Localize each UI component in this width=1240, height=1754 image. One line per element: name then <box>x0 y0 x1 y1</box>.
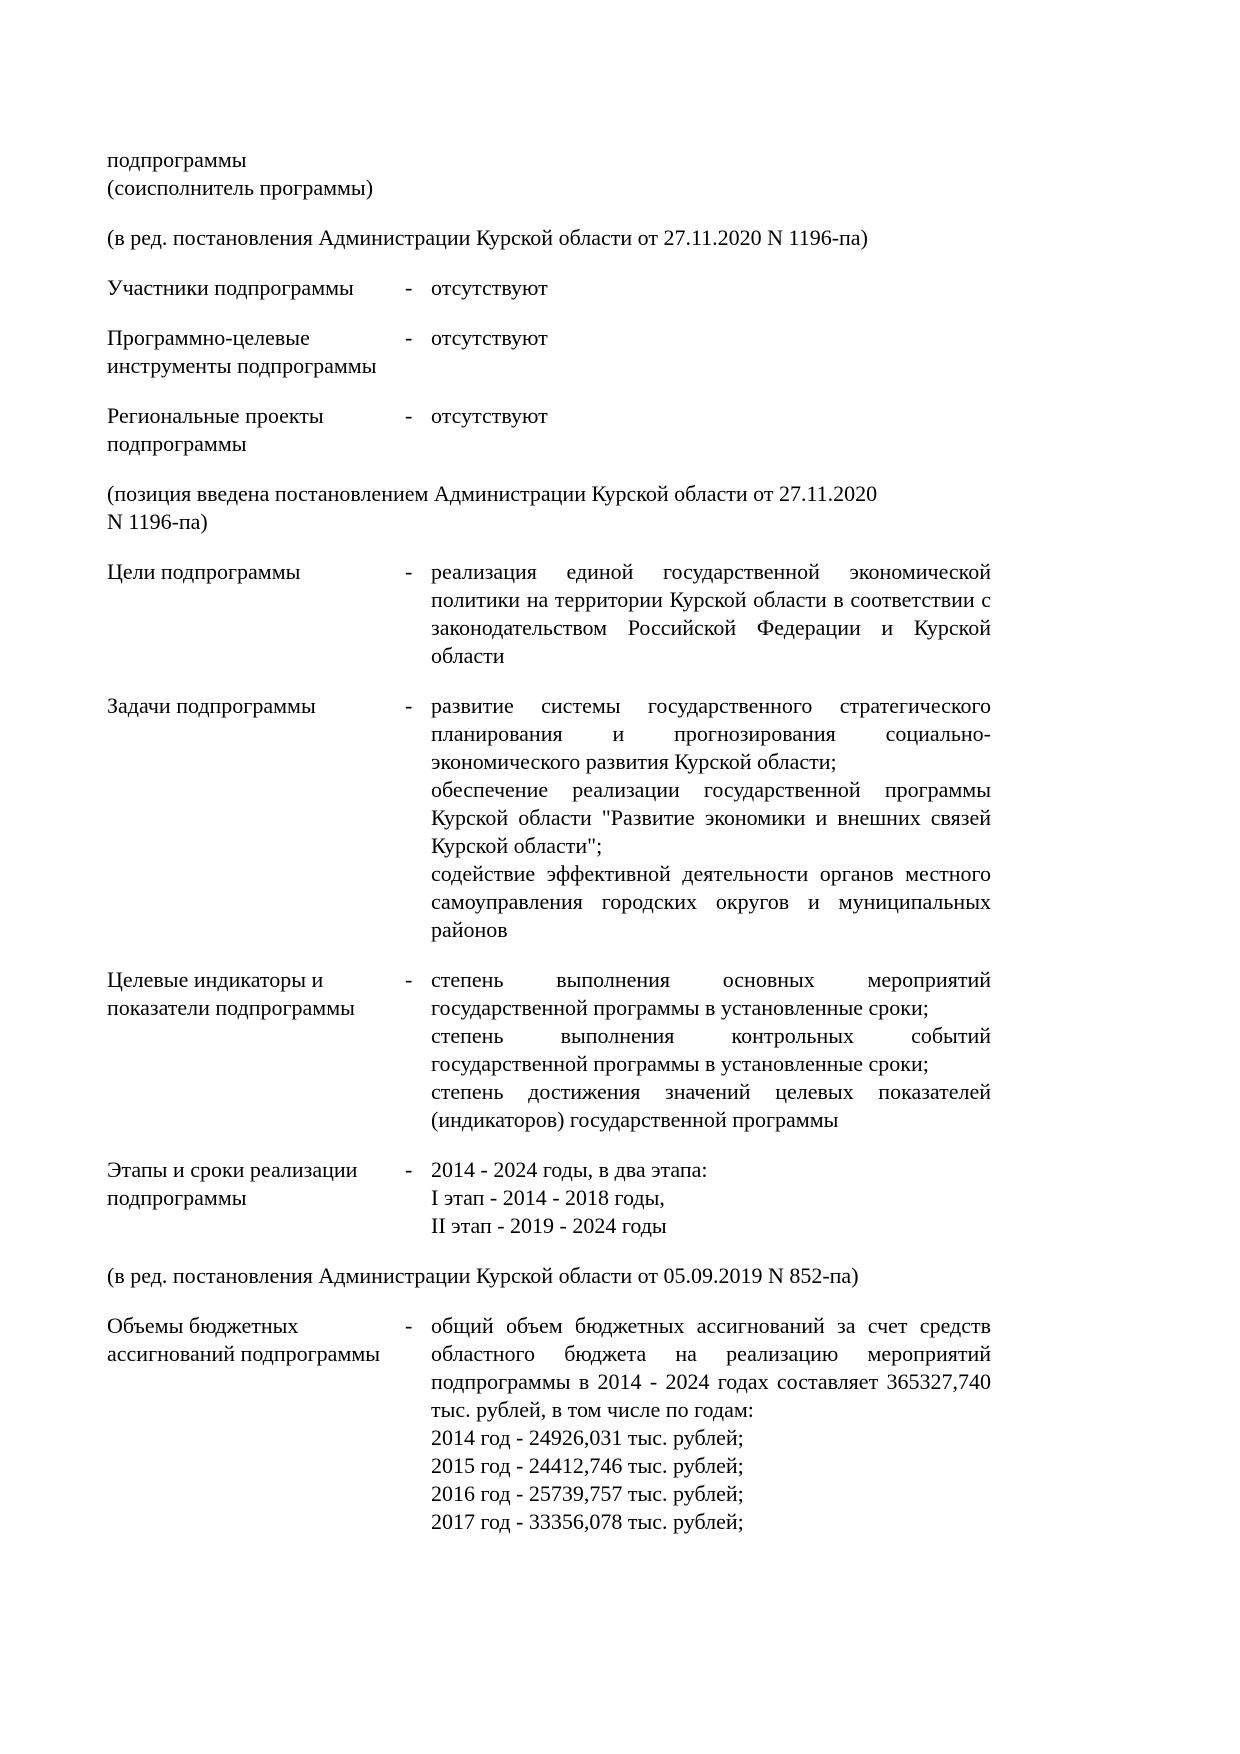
field-label: Участники подпрограммы <box>107 275 354 300</box>
field-row <box>107 1312 991 1536</box>
field-value-paragraph: развитие системы государственного стратегического планирования и прогнозирования социально-экономического развития Курской области; <box>431 693 991 774</box>
field-value <box>431 1312 991 1536</box>
field-row <box>107 692 991 944</box>
field-value <box>431 402 991 430</box>
field-value-paragraph: отсутствуют <box>431 403 548 428</box>
field-value-paragraph: 2017 год - 33356,078 тыс. рублей; <box>431 1509 744 1534</box>
dash-separator: - <box>405 693 413 718</box>
field-value-paragraph: степень выполнения основных мероприятий государственной программы в установленные сроки; <box>431 967 991 1020</box>
field-value-paragraph: степень достижения значений целевых показателей (индикаторов) государственной программы <box>431 1079 991 1132</box>
intro-text: подпрограммы (соисполнитель программы) <box>107 147 374 200</box>
field-label: Цели подпрограммы <box>107 559 301 584</box>
field-value-paragraph: II этап - 2019 - 2024 годы <box>431 1213 667 1238</box>
field-value-paragraph: 2015 год - 24412,746 тыс. рублей; <box>431 1453 744 1478</box>
field-value <box>431 966 991 1134</box>
field-value-paragraph: степень выполнения контрольных событий государственной программы в установленные сроки; <box>431 1023 991 1076</box>
field-value-paragraph: содействие эффективной деятельности органов местного самоуправления городских округов и муниципальных районов <box>431 861 991 942</box>
field-row <box>107 274 991 302</box>
field-value-paragraph: отсутствуют <box>431 275 548 300</box>
field-value-paragraph: реализация единой государственной экономической политики на территории Курской области в соответствии с законодательством Российской Федерации и Курской области <box>431 559 991 668</box>
field-row <box>107 558 991 670</box>
field-label: Этапы и сроки реализации подпрограммы <box>107 1157 358 1210</box>
field-value <box>431 558 991 670</box>
field-value-paragraph: 2016 год - 25739,757 тыс. рублей; <box>431 1481 744 1506</box>
dash-separator: - <box>405 275 413 300</box>
field-label: Целевые индикаторы и показатели подпрограммы <box>107 967 355 1020</box>
field-value-paragraph: общий объем бюджетных ассигнований за счет средств областного бюджета на реализацию мероприятий подпрограммы в 2014 - 2024 годах составляет 365327,740 тыс. рублей, в том числе по годам: <box>431 1313 991 1422</box>
field-value-paragraph: отсутствуют <box>431 325 548 350</box>
field-row <box>107 402 991 458</box>
field-value <box>431 1156 991 1240</box>
field-row <box>107 324 991 380</box>
dash-separator: - <box>405 1157 413 1182</box>
field-value <box>431 274 991 302</box>
field-value <box>431 692 991 944</box>
field-value-paragraph: 2014 - 2024 годы, в два этапа: <box>431 1157 708 1182</box>
dash-separator: - <box>405 1313 413 1338</box>
field-value-paragraph: 2014 год - 24926,031 тыс. рублей; <box>431 1425 744 1450</box>
amendment-note: (позиция введена постановлением Администрации Курской области от 27.11.2020 N 1196-па) <box>107 481 878 534</box>
amendment-note: (в ред. постановления Администрации Курской области от 27.11.2020 N 1196-па) <box>107 225 868 250</box>
dash-separator: - <box>405 403 413 428</box>
field-value <box>431 324 991 352</box>
field-row <box>107 1156 991 1240</box>
amendment-note: (в ред. постановления Администрации Курской области от 05.09.2019 N 852-па) <box>107 1263 859 1288</box>
field-value-paragraph: I этап - 2014 - 2018 годы, <box>431 1185 665 1210</box>
field-label: Объемы бюджетных ассигнований подпрограммы <box>107 1313 381 1366</box>
dash-separator: - <box>405 967 413 992</box>
field-label: Задачи подпрограммы <box>107 693 316 718</box>
field-label: Программно-целевые инструменты подпрограммы <box>107 325 377 378</box>
field-row <box>107 966 991 1134</box>
document-content <box>107 146 991 1558</box>
dash-separator: - <box>405 325 413 350</box>
field-label: Региональные проекты подпрограммы <box>107 403 324 456</box>
dash-separator: - <box>405 559 413 584</box>
field-value-paragraph: обеспечение реализации государственной программы Курской области "Развитие экономики и внешних связей Курской области"; <box>431 777 991 858</box>
